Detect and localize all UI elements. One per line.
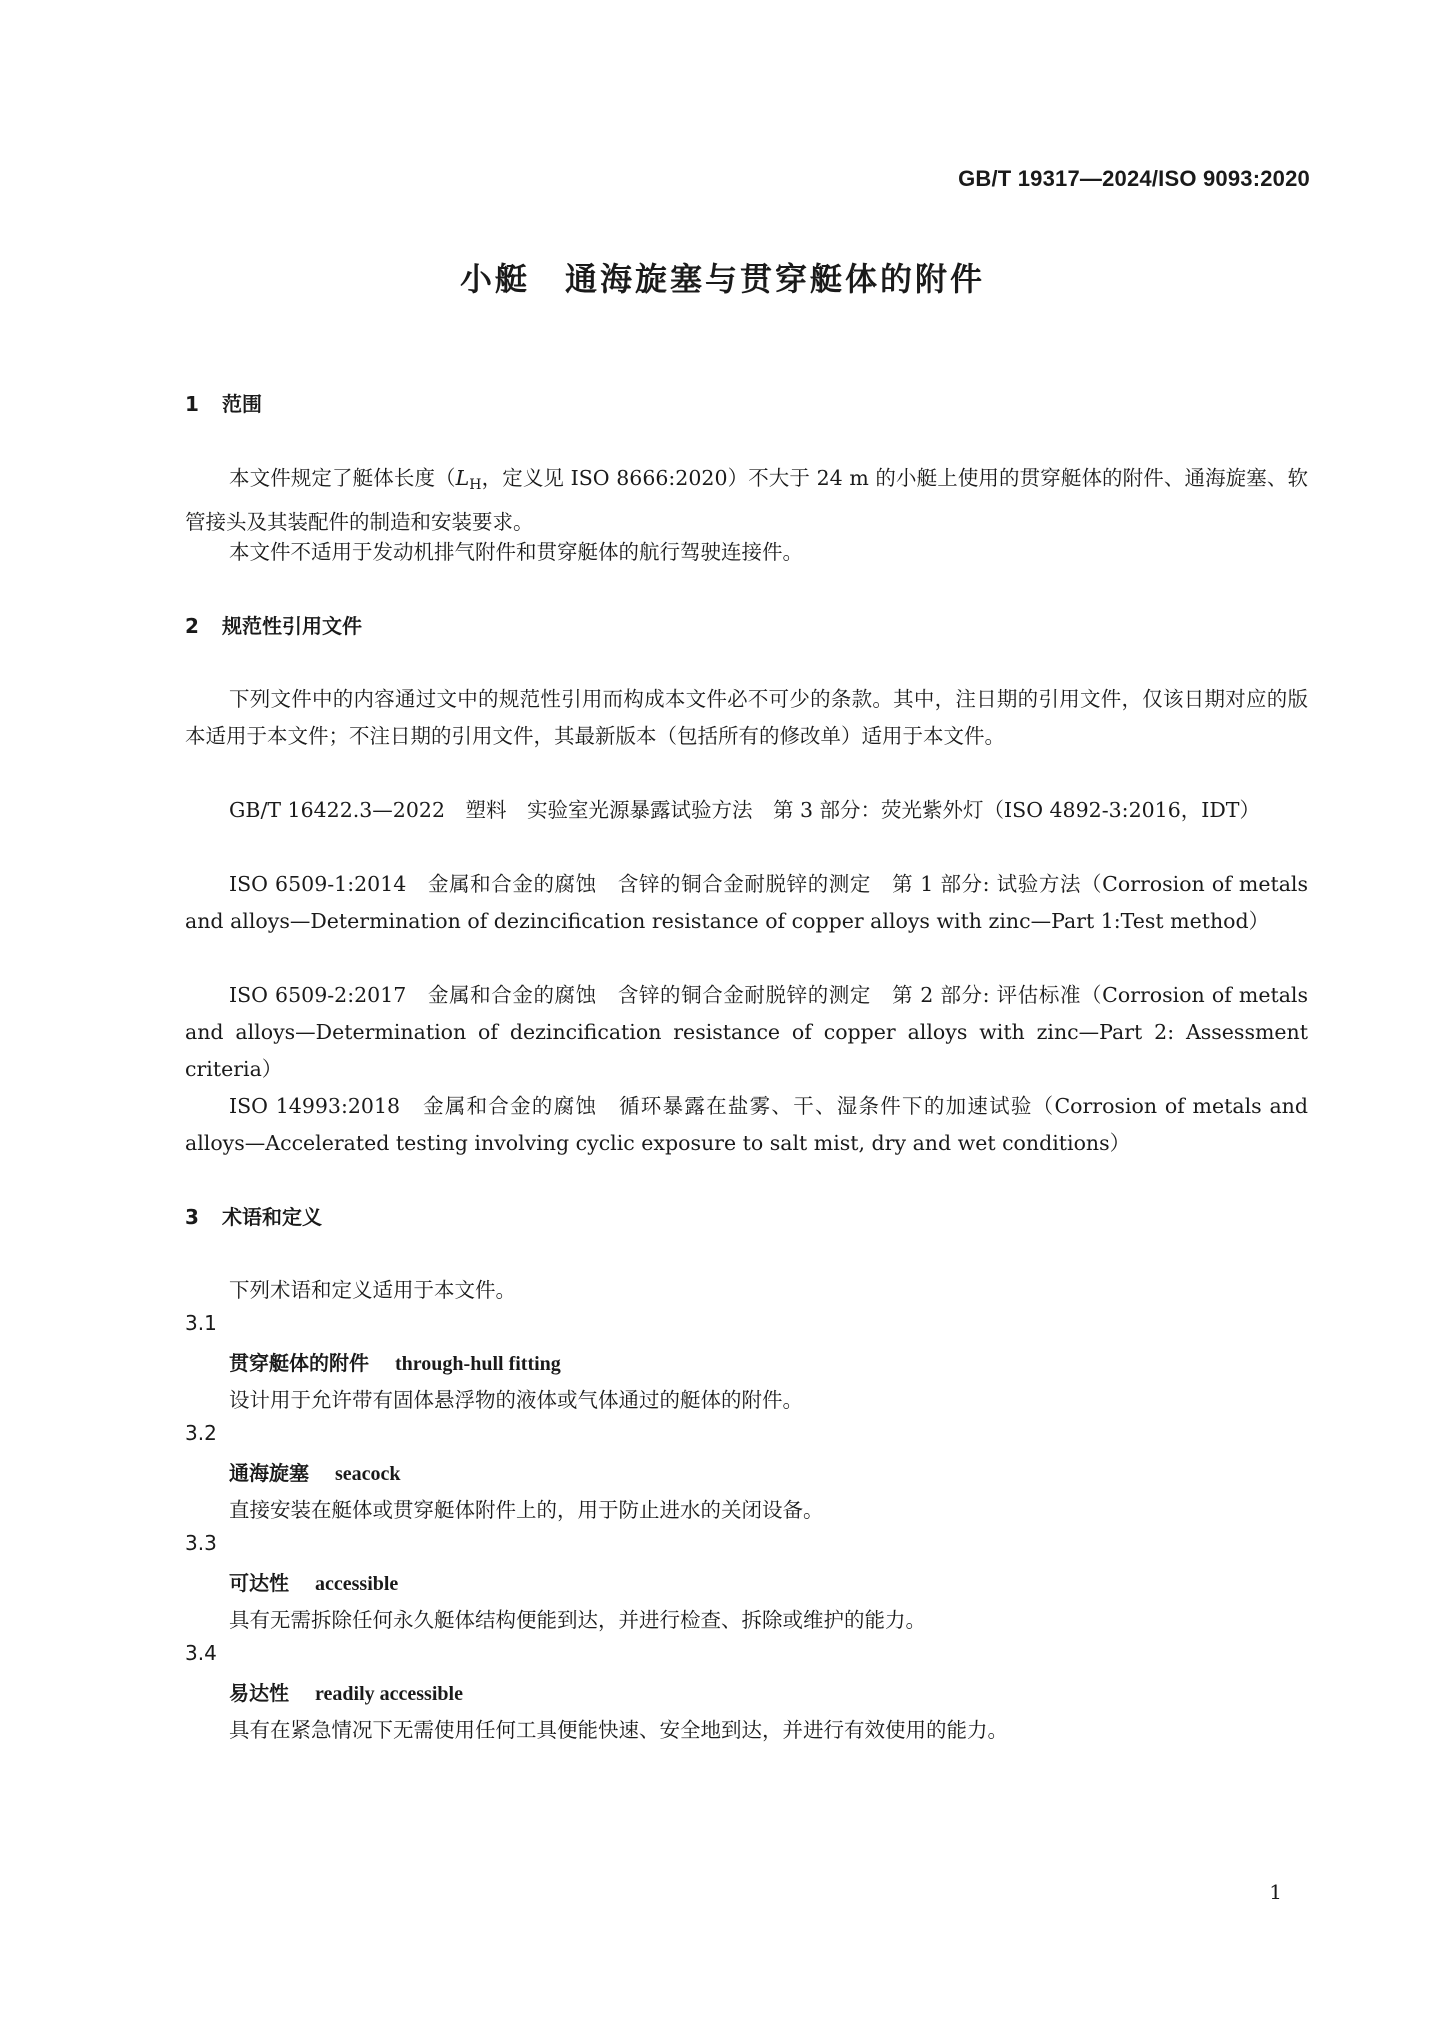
- section-number: 2: [185, 614, 199, 638]
- normative-references-intro: 下列文件中的内容通过文中的规范性引用而构成本文件必不可少的条款。其中，注日期的引用文件，仅该日期对应的版本适用于本文件；不注日期的引用文件，其最新版本（包括所有的修改单）适用于本文件。: [185, 687, 1308, 748]
- reference-item: ISO 6509-2:2017 金属和合金的腐蚀 含锌的铜合金耐脱锌的测定 第 2 部分: 评估标准（Corrosion of metals and alloys—Determination of dezincification resistance of copper alloys with zinc—Part 2: Assessment criteria）: [185, 983, 1308, 1081]
- standard-code: GB/T 19317—2024/ISO 9093:2020: [958, 166, 1310, 191]
- page-number: 1: [1269, 1880, 1282, 1904]
- scope-paragraph-2: 本文件不适用于发动机排气附件和贯穿艇体的航行驾驶连接件。: [229, 540, 803, 564]
- terms-intro: 下列术语和定义适用于本文件。: [229, 1278, 516, 1302]
- reference-item: ISO 6509-1:2014 金属和合金的腐蚀 含锌的铜合金耐脱锌的测定 第 1 部分: 试验方法（Corrosion of metals and alloys—Determination of dezincification resistance of copper alloys with zinc—Part 1:Test method）: [185, 872, 1308, 933]
- section-title: 范围: [222, 392, 262, 416]
- term-number: 3.4: [185, 1641, 217, 1665]
- term-name: 易达性 readily accessible: [229, 1681, 463, 1705]
- scope-paragraph-1: 本文件规定了艇体长度（$L_H$，定义见 ISO 8666:2020）不大于 24 m 的小艇上使用的贯穿艇体的附件、通海旋塞、软管接头及其装配件的制造和安装要求。: [185, 466, 1309, 534]
- term-number: 3.2: [185, 1421, 217, 1445]
- length-symbol: L: [455, 466, 470, 490]
- term-definition: 具有在紧急情况下无需使用任何工具便能快速、安全地到达，并进行有效使用的能力。: [229, 1718, 1008, 1742]
- term-definition: 直接安装在艇体或贯穿艇体附件上的，用于防止进水的关闭设备。: [229, 1498, 824, 1522]
- term-number: 3.1: [185, 1311, 217, 1335]
- reference-item: ISO 14993:2018 金属和合金的腐蚀 循环暴露在盐雾、干、湿条件下的加速试验（Corrosion of metals and alloys—Accelerated testing involving cyclic exposure to salt mist, dry and wet conditions）: [185, 1094, 1308, 1155]
- term-definition: 具有无需拆除任何永久艇体结构便能到达，并进行检查、拆除或维护的能力。: [229, 1608, 926, 1632]
- section-number: 1: [185, 392, 199, 416]
- length-subscript: H: [469, 477, 482, 493]
- section-2-heading: [185, 610, 362, 639]
- term-name: 通海旋塞 seacock: [229, 1461, 401, 1485]
- section-title: 术语和定义: [222, 1205, 322, 1229]
- section-3-heading: [185, 1201, 322, 1230]
- section-1-heading: [185, 388, 262, 417]
- reference-item: GB/T 16422.3—2022 塑料 实验室光源暴露试验方法 第 3 部分：荧光紫外灯（ISO 4892-3:2016，IDT）: [229, 798, 1260, 822]
- term-name: 贯穿艇体的附件 through-hull fitting: [229, 1351, 561, 1375]
- term-name: 可达性 accessible: [229, 1571, 399, 1595]
- section-title: 规范性引用文件: [222, 614, 362, 638]
- document-title: 小艇 通海旋塞与贯穿艇体的附件: [459, 260, 985, 298]
- term-number: 3.3: [185, 1531, 217, 1555]
- section-number: 3: [185, 1205, 199, 1229]
- term-definition: 设计用于允许带有固体悬浮物的液体或气体通过的艇体的附件。: [229, 1388, 803, 1412]
